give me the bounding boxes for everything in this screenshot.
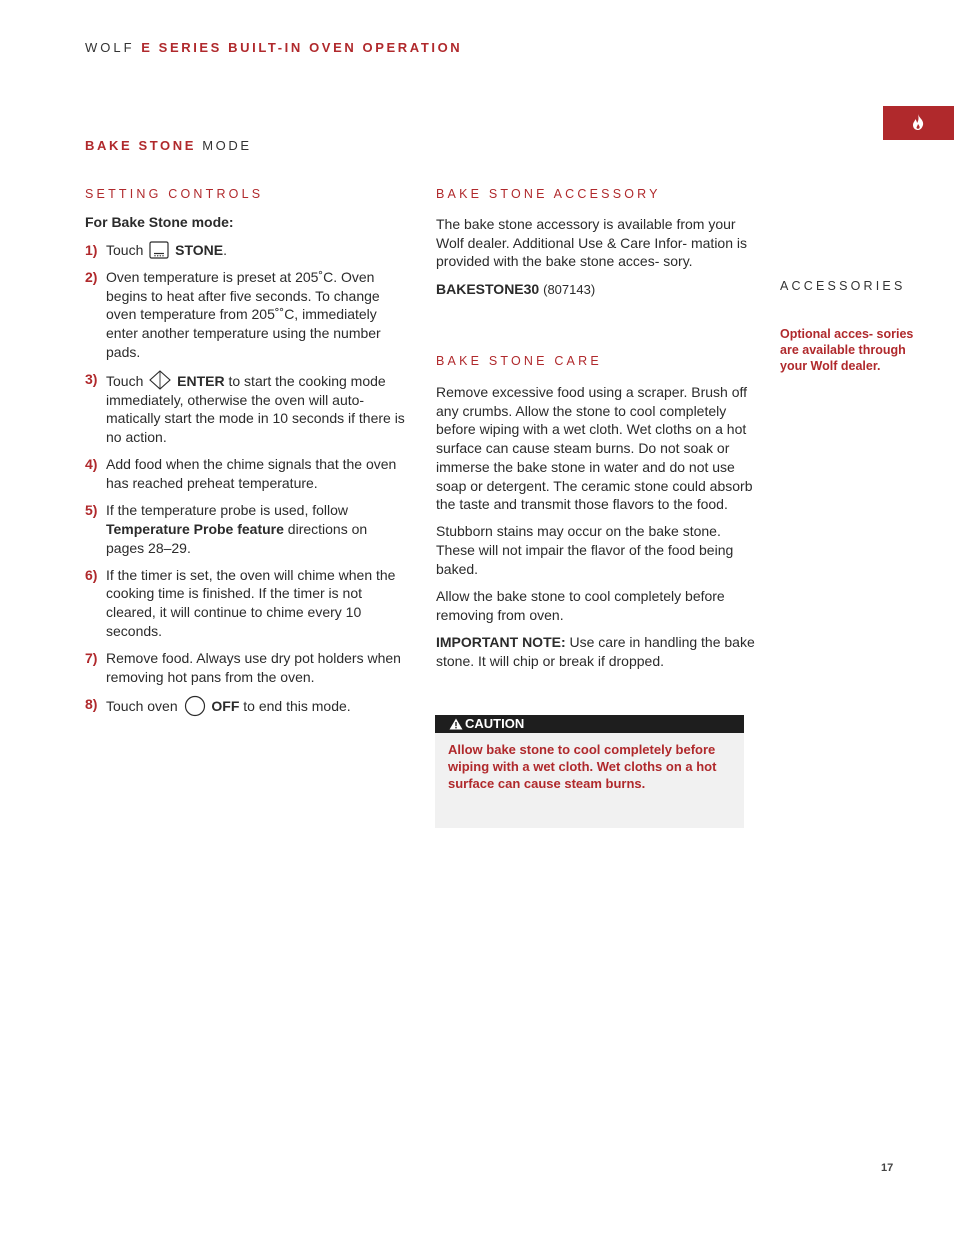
step-number: 7) bbox=[85, 650, 98, 667]
step-bold: Temperature Probe feature bbox=[106, 520, 284, 537]
header-brand: WOLF bbox=[85, 40, 135, 55]
step-text: Oven temperature is preset at 205˚C. Oven begins to heat after five seconds. To change oven temperature from 205˚˚C, immediately enter another temperature using the number pads. bbox=[106, 268, 381, 360]
caution-bar bbox=[435, 715, 744, 733]
step-text bbox=[106, 241, 405, 260]
step-bold: ENTER bbox=[177, 372, 225, 389]
section-tab bbox=[883, 106, 954, 140]
step-bold: STONE bbox=[175, 241, 224, 258]
important-note bbox=[436, 633, 758, 670]
title-bold: BAKE STONE bbox=[85, 138, 196, 153]
sidebar-note: Optional acces- sories are available through your Wolf dealer. bbox=[780, 327, 914, 373]
step-number: 8) bbox=[85, 695, 98, 712]
title-light: MODE bbox=[202, 138, 252, 153]
setting-controls-heading: SETTING CONTROLS bbox=[85, 187, 264, 201]
enter-diamond-icon bbox=[149, 370, 171, 390]
step-1 bbox=[85, 241, 405, 260]
accessory-text: The bake stone accessory is available from your Wolf dealer. Additional Use & Care Infor- mation is provided with the bake stone acces- sory. bbox=[436, 216, 748, 270]
step-post: to start the cooking mode immediately, otherwise the oven will auto- matically start the mode in 10 seconds if there is no action. bbox=[106, 372, 405, 446]
step-pre: Touch bbox=[106, 241, 144, 258]
step-post: directions on pages 28–29. bbox=[106, 520, 368, 556]
step-number: 5) bbox=[85, 502, 98, 519]
sidebar-heading: ACCESSORIES bbox=[780, 279, 906, 293]
header-series: E SERIES BUILT-IN OVEN OPERATION bbox=[141, 40, 463, 55]
step-3 bbox=[85, 370, 405, 447]
step-number: 4) bbox=[85, 456, 98, 473]
step-post: to end this mode. bbox=[239, 697, 351, 714]
off-circle-icon bbox=[184, 695, 206, 717]
caution-label: CAUTION bbox=[465, 716, 525, 731]
step-post: . bbox=[223, 241, 228, 258]
care-paragraph-3: Allow the bake stone to cool completely before removing from oven. bbox=[436, 588, 725, 623]
step-2 bbox=[85, 268, 405, 362]
warning-triangle-icon bbox=[449, 718, 463, 730]
steps-intro: For Bake Stone mode: bbox=[85, 214, 234, 230]
step-pre: Touch oven bbox=[106, 697, 178, 714]
step-pre: Touch bbox=[106, 372, 144, 389]
step-text bbox=[106, 695, 405, 717]
caution-box bbox=[435, 715, 744, 828]
step-6 bbox=[85, 566, 405, 641]
note-label: IMPORTANT NOTE: bbox=[436, 633, 566, 650]
care-paragraph-1: Remove excessive food using a scraper. Brush off any crumbs. Allow the stone to cool completely before wiping with a wet cloth. Wet cloths on a hot surface can cause steam burns. Do not soak or immerse the bake stone in water and do not use soap or detergent. The ceramic stone could absorb the taste and transmit those flavors to the food. bbox=[436, 384, 753, 513]
step-8 bbox=[85, 695, 405, 717]
step-number: 6) bbox=[85, 566, 98, 583]
step-text: Remove food. Always use dry pot holders when removing hot pans from the oven. bbox=[106, 650, 401, 685]
accessory-section bbox=[436, 215, 758, 308]
page-number: 17 bbox=[881, 1162, 894, 1174]
step-text bbox=[106, 370, 405, 447]
setting-controls-section bbox=[85, 213, 405, 725]
step-5 bbox=[85, 501, 405, 557]
care-section bbox=[436, 383, 758, 679]
step-number: 1) bbox=[85, 241, 98, 258]
running-header bbox=[85, 40, 462, 55]
step-text: If the timer is set, the oven will chime when the cooking time is finished. If the timer is not cleared, it will continue to chime every 10 seconds. bbox=[106, 566, 396, 639]
part-number: (807143) bbox=[543, 281, 596, 297]
care-heading: BAKE STONE CARE bbox=[436, 354, 602, 368]
accessory-heading: BAKE STONE ACCESSORY bbox=[436, 187, 661, 201]
stone-mode-icon bbox=[149, 241, 169, 259]
step-pre: If the temperature probe is used, follow bbox=[106, 502, 349, 519]
step-text: Add food when the chime signals that the oven has reached preheat temperature. bbox=[106, 456, 397, 491]
flame-icon bbox=[912, 114, 924, 130]
step-7 bbox=[85, 649, 405, 686]
step-number: 2) bbox=[85, 268, 98, 285]
step-number: 3) bbox=[85, 370, 98, 387]
page-title bbox=[85, 138, 252, 153]
step-text bbox=[106, 501, 405, 557]
step-bold: OFF bbox=[211, 697, 240, 714]
step-4 bbox=[85, 455, 405, 492]
note-text: Use care in handling the bake stone. It will chip or break if dropped. bbox=[436, 633, 755, 669]
caution-text: Allow bake stone to cool completely before wiping with a wet cloth. Wet cloths on a hot surface can cause steam burns. bbox=[448, 742, 717, 792]
care-paragraph-2: Stubborn stains may occur on the bake stone. These will not impair the flavor of the food being baked. bbox=[436, 523, 734, 577]
accessory-part bbox=[436, 280, 758, 300]
part-number-bold: BAKESTONE30 bbox=[436, 280, 540, 297]
